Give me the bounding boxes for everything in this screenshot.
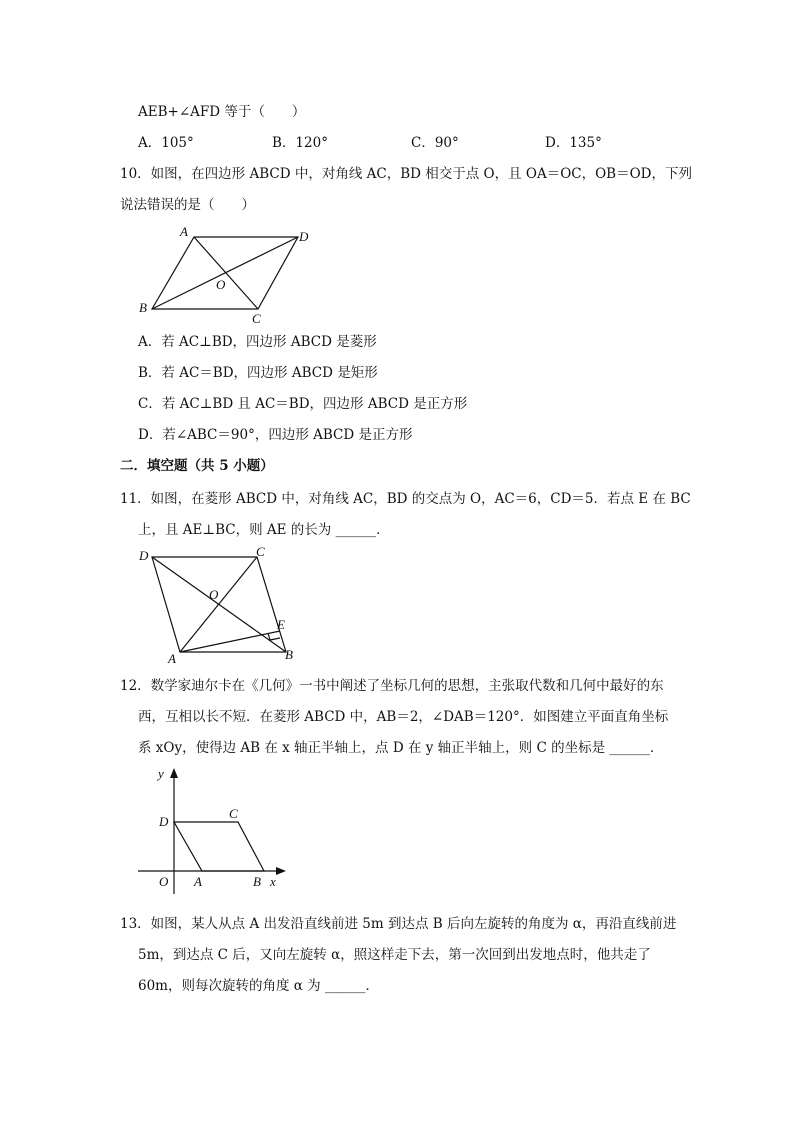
q10-figure	[130, 222, 320, 326]
q12-figure	[130, 764, 290, 894]
q11-label-a: A	[168, 651, 176, 666]
q10-label-o: O	[216, 277, 226, 292]
q11-stem-line1: 11．如图，在菱形 ABCD 中，对角线 AC，BD 的交点为 O，AC＝6，CD＝5．若点 E 在 BC	[120, 491, 691, 507]
q10-label-b: B	[139, 300, 147, 315]
q12-y-arrow	[170, 768, 178, 778]
q10-option-a: A．若 AC⊥BD，四边形 ABCD 是菱形	[138, 334, 377, 350]
q11-label-b: B	[285, 647, 293, 662]
q12-stem-line3: 系 xOy，使得边 AB 在 x 轴正半轴上，点 D 在 y 轴正半轴上，则 C 的坐标是 ______．	[138, 740, 664, 756]
q10-option-b: B．若 AC＝BD，四边形 ABCD 是矩形	[138, 365, 378, 381]
q12-label-b: B	[253, 874, 261, 889]
q13-stem-line2: 5m，到达点 C 后，又向左旋转 α，照这样走下去，第一次回到出发地点时，他共走了	[138, 947, 651, 963]
q9-option-c: C．90°	[411, 135, 459, 151]
q10-label-c: C	[252, 311, 261, 326]
q12-stem-line2: 西，互相以长不短．在菱形 ABCD 中，AB＝2，∠DAB＝120°．如图建立平面直角坐标	[138, 709, 669, 725]
q11-right-angle-mark	[268, 633, 280, 640]
q11-label-c: C	[256, 544, 265, 559]
q12-label-o: O	[159, 874, 169, 889]
q9-option-b: B．120°	[272, 135, 328, 151]
q9-continuation: AEB+∠AFD 等于（ ）	[138, 104, 306, 120]
q11-diagonal-bd	[152, 557, 286, 652]
q10-label-a: A	[180, 224, 188, 239]
q10-stem-line2: 说法错误的是（ ）	[120, 197, 255, 213]
q10-label-d: D	[299, 229, 309, 244]
q12-label-a: A	[194, 874, 202, 889]
q10-option-d: D．若∠ABC＝90°，四边形 ABCD 是正方形	[138, 427, 413, 443]
q12-label-x: x	[270, 874, 276, 889]
q9-option-d: D．135°	[545, 135, 602, 151]
q11-figure	[130, 542, 305, 667]
q11-label-o: O	[209, 587, 219, 602]
q12-label-y: y	[158, 766, 164, 781]
q12-x-arrow	[276, 867, 286, 875]
q13-stem-line3: 60m，则每次旋转的角度 α 为 ______．	[138, 978, 379, 994]
q12-label-c: C	[229, 806, 238, 821]
q10-option-c: C．若 AC⊥BD 且 AC＝BD，四边形 ABCD 是正方形	[138, 396, 468, 412]
q13-stem-line1: 13．如图，某人从点 A 出发沿直线前进 5m 到达点 B 后向左旋转的角度为 α，再沿直线前进	[120, 916, 677, 932]
q12-rhombus	[174, 822, 264, 871]
section-title: 二．填空题（共 5 小题）	[120, 458, 274, 474]
q12-label-d: D	[159, 814, 169, 829]
q11-label-d: D	[139, 548, 149, 563]
q12-stem-line1: 12．数学家迪尔卡在《几何》一书中阐述了坐标几何的思想，主张取代数和几何中最好的东	[120, 678, 664, 694]
q10-stem-line1: 10．如图，在四边形 ABCD 中，对角线 AC，BD 相交于点 O，且 OA＝OC，OB＝OD，下列	[120, 166, 692, 182]
q9-option-a: A．105°	[138, 135, 194, 151]
q10-diagonal-bd	[152, 237, 298, 309]
q11-label-e: E	[277, 617, 285, 632]
q11-stem-line2: 上，且 AE⊥BC，则 AE 的长为 ______．	[138, 522, 390, 538]
